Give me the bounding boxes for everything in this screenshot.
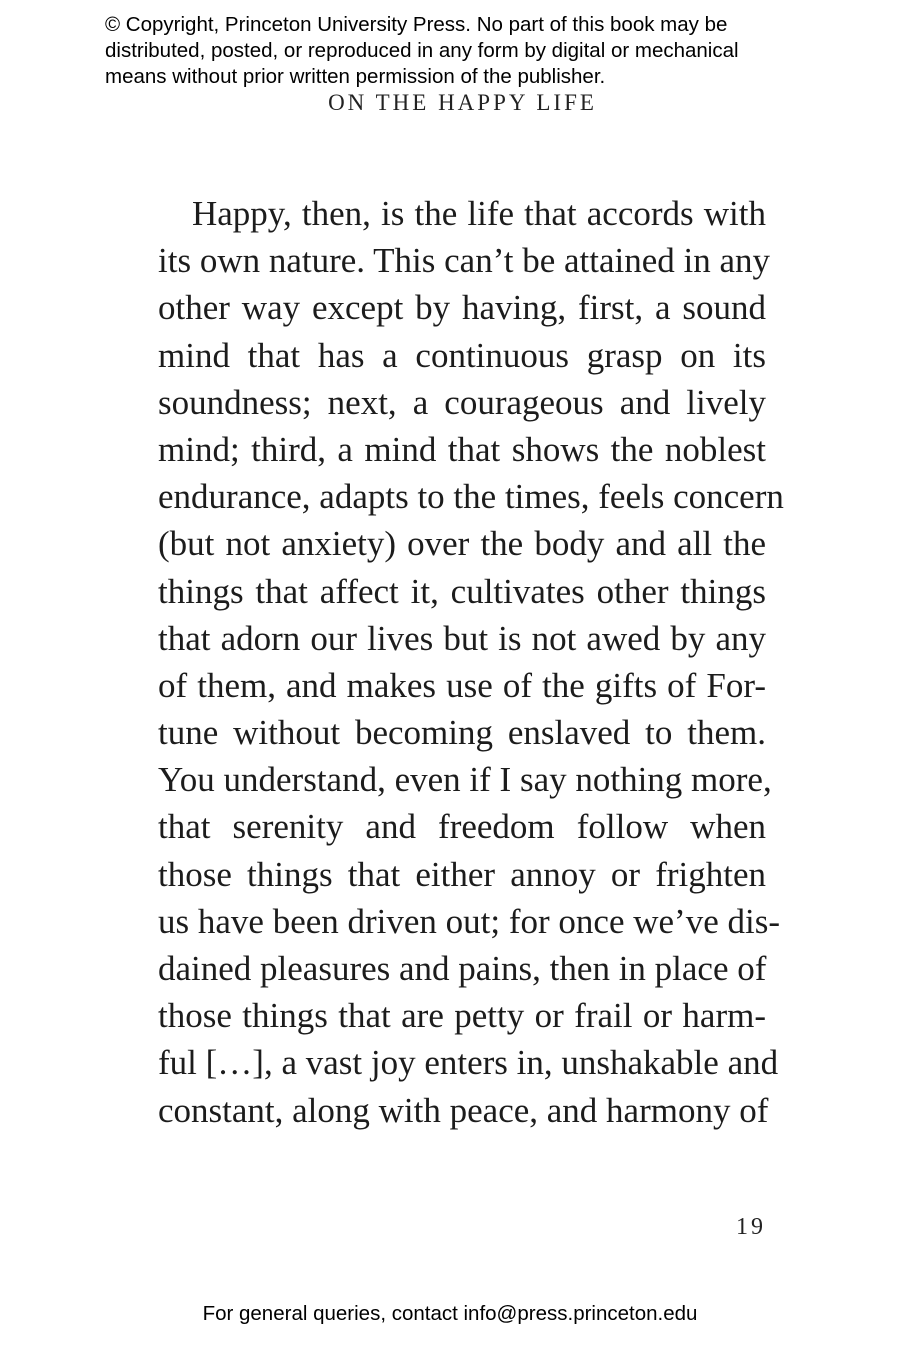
- text-line: Happy, then, is the life that accords with: [192, 194, 766, 233]
- copyright-line: means without prior written permission of the publisher.: [105, 65, 606, 88]
- text-line: that adorn our lives but is not awed by any: [158, 618, 766, 658]
- body-paragraph: [158, 190, 784, 1134]
- text-line: mind; third, a mind that shows the noblest: [158, 429, 766, 469]
- text-line: those things that are petty or frail or harm-: [158, 996, 766, 1036]
- text-line: You understand, even if I say nothing more,: [158, 760, 772, 800]
- text-line: soundness; next, a courageous and lively: [158, 382, 766, 422]
- text-line: that serenity and freedom follow when: [158, 807, 766, 847]
- text-line: things that affect it, cultivates other things: [158, 571, 766, 611]
- text-line: constant, along with peace, and harmony of: [158, 1090, 769, 1130]
- text-line: ful […], a vast joy enters in, unshakable and: [158, 1043, 779, 1083]
- page-number: 19: [736, 1214, 766, 1240]
- text-line: endurance, adapts to the times, feels concern: [158, 477, 784, 517]
- text-line: tune without becoming enslaved to them.: [158, 713, 766, 753]
- copyright-notice: [105, 12, 865, 90]
- text-line: dained pleasures and pains, then in place of: [158, 949, 767, 988]
- footer-contact: For general queries, contact info@press.princeton.edu: [202, 1302, 698, 1325]
- running-head: ON THE HAPPY LIFE: [328, 90, 597, 115]
- copyright-line: © Copyright, Princeton University Press. No part of this book may be: [105, 13, 728, 36]
- text-line: its own nature. This can’t be attained in any: [158, 241, 771, 281]
- copyright-line: distributed, posted, or reproduced in any form by digital or mechanical: [105, 39, 739, 62]
- text-line: other way except by having, first, a sound: [158, 288, 766, 328]
- text-line: (but not anxiety) over the body and all the: [158, 524, 766, 564]
- text-line: us have been driven out; for once we’ve dis-: [158, 901, 781, 941]
- text-line: mind that has a continuous grasp on its: [158, 335, 766, 375]
- text-line: of them, and makes use of the gifts of For-: [158, 665, 766, 705]
- text-line: those things that either annoy or frighten: [158, 854, 766, 894]
